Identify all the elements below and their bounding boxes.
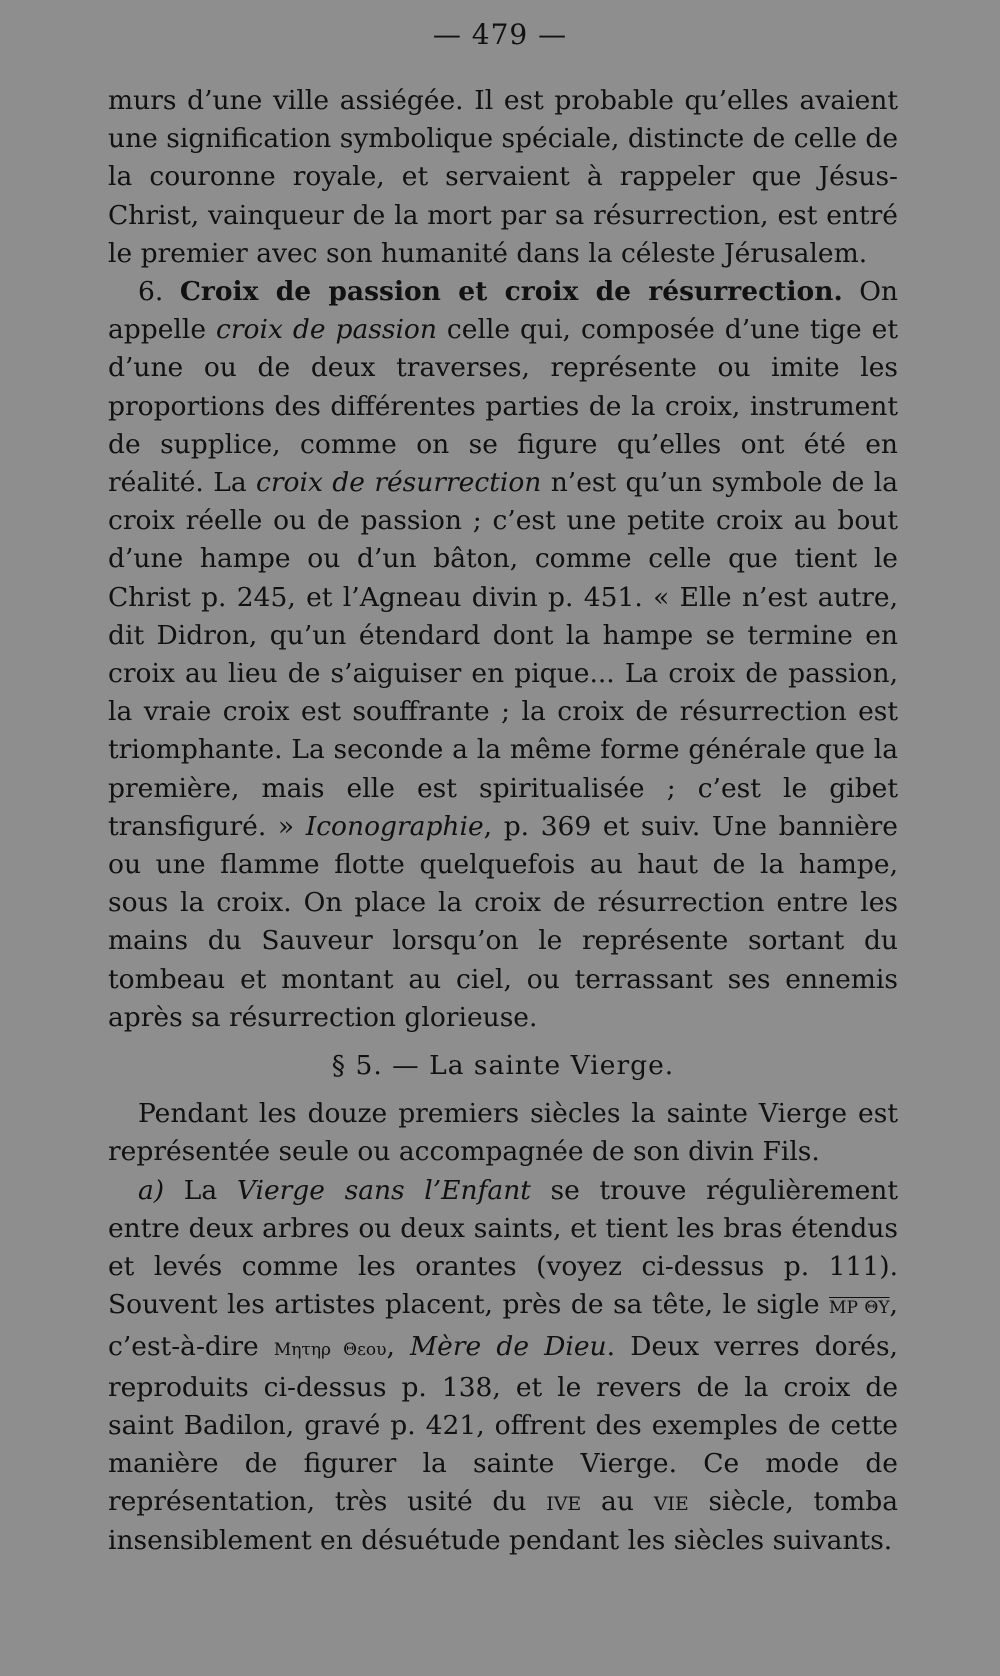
greek-phrase: Μητηρ Θεου — [273, 1339, 387, 1360]
text-run: , — [386, 1330, 411, 1362]
italic-term: Vierge sans l’Enfant — [236, 1174, 531, 1206]
italic-term: croix de résurrection — [256, 467, 542, 499]
text-run: , p. 369 et suiv. Une bannière ou une flamme flotte quelquefois au haut de la hampe, sous la croix. On place la croix de résurrection entre les mains du Sauveur lorsqu’on le représente sortant du tombeau et montant au ciel, ou terrassant ses ennemis après sa résurrection glorieuse. — [108, 810, 898, 1033]
paragraph-heading: Croix de passion et croix de résurrection. — [179, 276, 843, 308]
italic-title: Iconographie — [305, 810, 484, 842]
item-label: a) — [138, 1174, 165, 1206]
text-run: se trouve régulièrement entre deux arbres ou deux saints, et tient les bras étendus et levés comme les orantes (voyez ci-dessus p. 111). Souvent les artistes placent, près de sa tête, le sigle — [108, 1174, 898, 1321]
section-heading: § 5. — La sainte Vierge. — [331, 1050, 675, 1082]
paragraph-virgin-intro: Pendant les douze premiers siècles la sainte Vierge est représentée seule ou accompagnée de son divin Fils. — [108, 1098, 898, 1168]
italic-term: croix de passion — [216, 314, 437, 346]
paragraph-crosses — [108, 273, 898, 1037]
text-run: , c’est-à-dire — [108, 1289, 898, 1362]
italic-term: Mère de Dieu — [410, 1330, 607, 1362]
text-run: La — [164, 1174, 237, 1206]
text-run: On appelle — [108, 276, 898, 346]
text-run: au — [581, 1486, 654, 1518]
text-run: n’est qu’un symbole de la croix réelle ou de passion ; c’est une petite croix au bout d’une hampe ou d’un bâton, comme celle que tient le Christ p. 245, et l’Agneau divin p. 451. « Elle n’est autre, dit Didron, qu’un étendard dont la hampe se termine en croix au lieu de s’aiguiser en pique... La croix de passion, la vraie croix est souffrante ; la croix de résurrection est triomphante. La seconde a la même forme générale que la première, mais elle est spiritualisée ; c’est le gibet transfiguré. » — [108, 467, 898, 842]
paragraph-virgin-alone — [108, 1172, 898, 1560]
century-numeral: vie — [653, 1486, 689, 1518]
page-number: — 479 — — [432, 18, 568, 51]
century-numeral: ive — [546, 1486, 582, 1518]
text-run: siècle, tomba insensiblement en désuétude pendant les siècles suivants. — [108, 1486, 898, 1556]
paragraph-crowns: murs d’une ville assiégée. Il est probable qu’elles avaient une signification symbolique spéciale, distincte de celle de la couronne royale, et servaient à rappeler que Jésus-Christ, vainqueur de la mort par sa résurrection, est entré le premier avec son humanité dans la céleste Jérusalem. — [108, 85, 898, 269]
text-run: celle qui, composée d’une tige et d’une ou de deux traverses, représente ou imite les proportions des différentes parties de la croix, instrument de supplice, comme on se figure qu’elles ont été en réalité. La — [108, 314, 898, 499]
page-text — [108, 82, 898, 1560]
text-run: . Deux verres dorés, reproduits ci-dessus p. 138, et le revers de la croix de saint Badilon, gravé p. 421, offrent des exemples de cette manière de figurer la sainte Vierge. Ce mode de représentation, très usité du — [108, 1330, 898, 1518]
greek-sigle: MP ΘΥ — [829, 1298, 890, 1319]
paragraph-number: 6. — [138, 276, 164, 308]
